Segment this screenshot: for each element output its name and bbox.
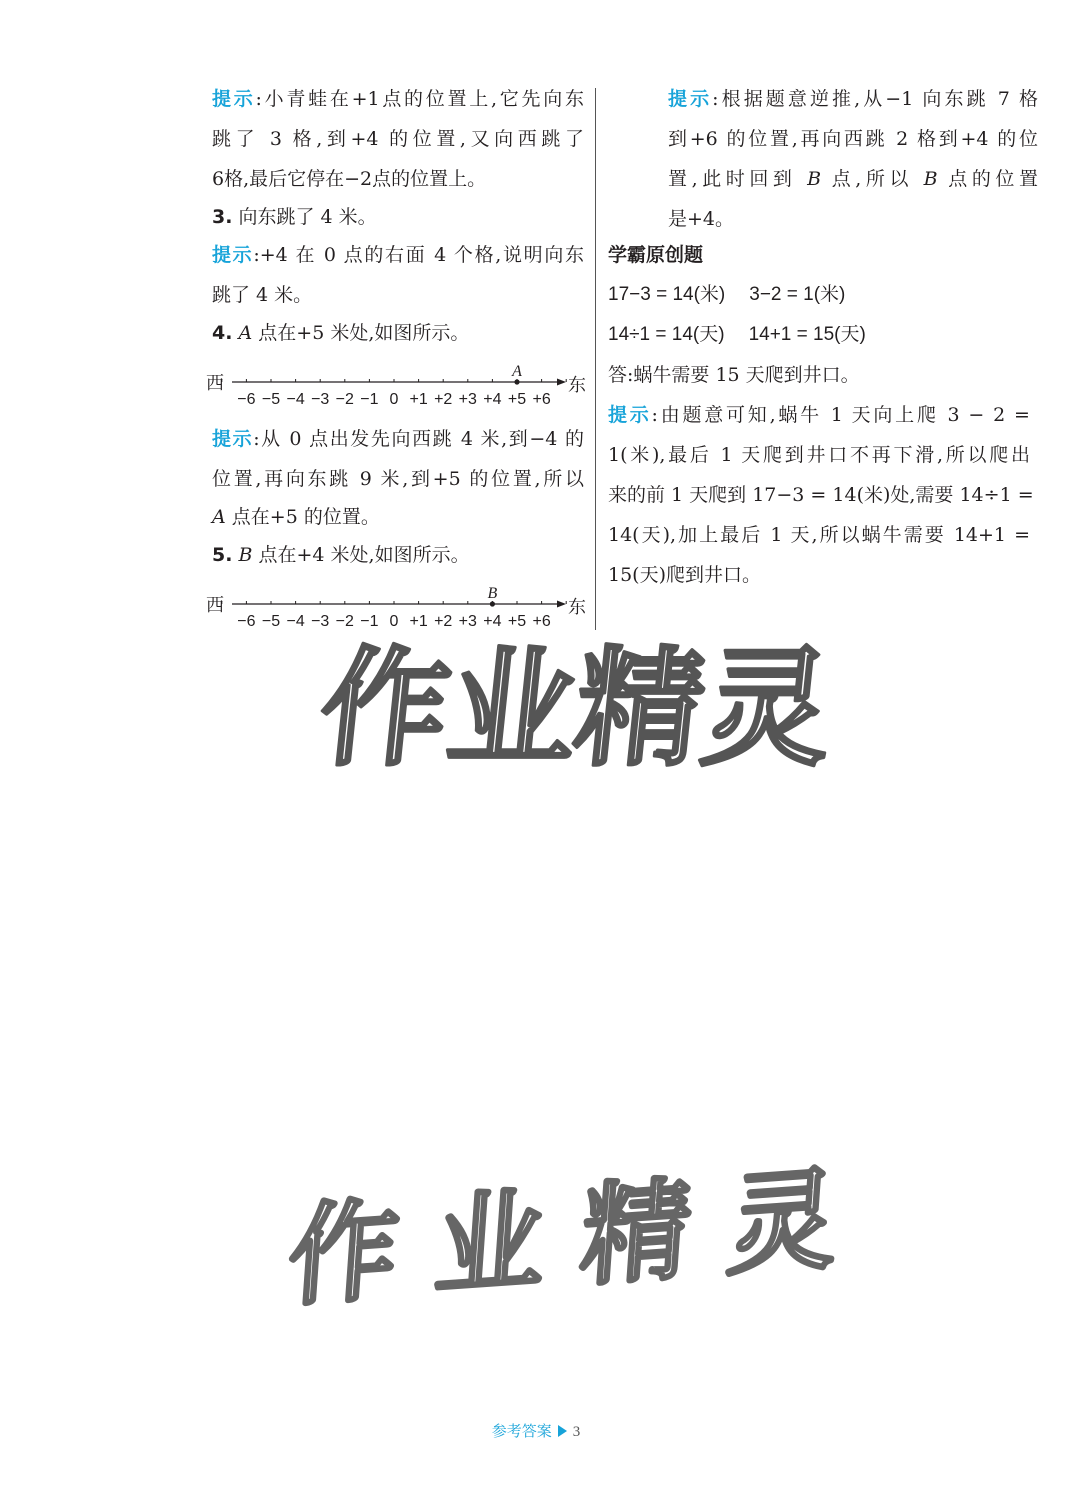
tick-label: +5 — [507, 613, 527, 630]
tick-label: +2 — [434, 391, 453, 408]
tick-label: −3 — [311, 613, 330, 630]
svg-text:作业精灵: 作业精灵 — [284, 1155, 842, 1323]
tip-text: 点,所以 — [821, 168, 924, 190]
q3-text: 向东跳了 4 米。 — [232, 206, 377, 228]
q5-tip-line-2: 到+6 的位置,再向西跳 2 格到+4 的位 — [668, 128, 1038, 150]
q4-answer — [212, 320, 469, 346]
q3-tip-line-2: 跳了 4 米。 — [212, 284, 313, 306]
original-problem-heading: 学霸原创题 — [608, 244, 704, 266]
q3-tip-line-1 — [212, 242, 584, 268]
calc-line-2 — [608, 322, 866, 348]
calc: 14÷1 = 14(天) — [608, 324, 725, 345]
q4-var: A — [238, 322, 253, 344]
tick-label: −3 — [311, 391, 330, 408]
number-line-b — [206, 578, 590, 630]
watermark-logo — [313, 625, 850, 784]
tip-text: :+4 在 0 点的右面 4 个格,说明向东 — [253, 244, 584, 266]
calc: 14+1 = 15(天) — [748, 324, 866, 345]
footer-label: 参考答案 — [491, 1422, 552, 1440]
tick-label: +4 — [483, 391, 502, 408]
tick-label: −4 — [286, 391, 305, 408]
var: A — [212, 506, 226, 528]
watermark-logo-2-svg — [284, 1145, 870, 1323]
tick-label: +6 — [532, 613, 551, 630]
tip-text: 点在+5 的位置。 — [225, 506, 380, 528]
tip-line-5: 15(天)爬到井口。 — [608, 564, 762, 586]
point-label: B — [487, 585, 498, 602]
tip-line-2: 1(米),最后 1 天爬到井口不再下滑,所以爬出 — [608, 444, 1030, 466]
tick-label: −6 — [237, 391, 256, 408]
number-line-svg — [206, 356, 590, 408]
tip-label: 提示 — [608, 404, 652, 426]
tick-label: +1 — [409, 613, 428, 630]
tip-line-1 — [608, 402, 1030, 428]
arrow-head-icon — [557, 379, 566, 386]
tick-label: −5 — [261, 391, 281, 408]
point-marker — [514, 379, 519, 384]
var: B — [807, 168, 822, 190]
q2-tip-line-1 — [212, 86, 584, 112]
point-label: A — [512, 363, 522, 380]
q5-tip-line-4: 是+4。 — [668, 208, 735, 230]
page-footer — [0, 1420, 1072, 1441]
page-number: 3 — [572, 1424, 581, 1440]
q2-tip-line-3: 6格,最后它停在−2点的位置上。 — [212, 168, 487, 190]
tick-label: 0 — [389, 391, 399, 408]
arrow-head-icon — [557, 601, 566, 608]
svg-text:作业精灵: 作业精灵 — [313, 635, 839, 784]
east-label: 东 — [568, 597, 586, 618]
tip-line-4: 14(天),加上最后 1 天,所以蜗牛需要 14+1 = — [608, 524, 1030, 546]
tick-label: +2 — [434, 613, 453, 630]
tick-label: +3 — [458, 391, 477, 408]
q5-tip-line-3 — [668, 166, 1038, 192]
tick-label: −1 — [360, 391, 379, 408]
east-label: 东 — [568, 375, 586, 396]
column-divider — [595, 88, 596, 630]
q3-number: 3. — [212, 206, 233, 228]
west-label: 西 — [206, 595, 224, 616]
tick-label: −4 — [286, 613, 305, 630]
tick-label: +3 — [458, 613, 477, 630]
q5-answer — [212, 542, 470, 568]
point-marker — [490, 601, 495, 606]
number-line-svg — [206, 578, 590, 630]
tick-label: −5 — [261, 613, 281, 630]
q4-tip-line-2: 位置,再向东跳 9 米,到+5 的位置,所以 — [212, 468, 584, 490]
tip-text: :从 0 点出发先向西跳 4 米,到−4 的 — [253, 428, 584, 450]
watermark-logo-svg — [313, 625, 850, 784]
q4-number: 4. — [212, 322, 233, 344]
q4-tip-line-1 — [212, 426, 584, 452]
calc: 3−2 = 1(米) — [749, 284, 846, 305]
tip-text: 置,此时回到 — [668, 168, 808, 190]
q3-answer — [212, 204, 377, 230]
tip-text: :由题意可知,蜗牛 1 天向上爬 3 − 2 = — [651, 404, 1030, 426]
tick-label: −2 — [335, 613, 354, 630]
calc-line-1 — [608, 282, 845, 308]
tick-label: −2 — [335, 391, 354, 408]
tick-label: +6 — [532, 391, 551, 408]
watermark-logo-2 — [284, 1145, 870, 1323]
tick-label: 0 — [389, 613, 399, 630]
tick-label: −6 — [237, 613, 256, 630]
q5-tip-line-1 — [668, 86, 1038, 112]
q5-text: 点在+4 米处,如图所示。 — [252, 544, 470, 566]
play-triangle-icon — [558, 1425, 567, 1437]
answer-line: 答:蜗牛需要 15 天爬到井口。 — [608, 364, 860, 386]
q4-tip-line-3 — [212, 504, 380, 530]
tip-label: 提示 — [668, 88, 713, 110]
var: B — [923, 168, 938, 190]
tip-label: 提示 — [212, 88, 256, 110]
tick-label: +1 — [409, 391, 428, 408]
q4-text: 点在+5 米处,如图所示。 — [252, 322, 470, 344]
tick-label: +4 — [483, 613, 502, 630]
tip-text: 点的位置 — [937, 168, 1038, 190]
tip-text: :小青蛙在+1点的位置上,它先向东 — [255, 88, 584, 110]
tip-label: 提示 — [212, 428, 254, 450]
tick-label: −1 — [360, 613, 379, 630]
calc: 17−3 = 14(米) — [608, 284, 726, 305]
tip-label: 提示 — [212, 244, 254, 266]
q5-number: 5. — [212, 544, 233, 566]
tick-label: +5 — [507, 391, 527, 408]
number-line-a — [206, 356, 590, 408]
west-label: 西 — [206, 373, 224, 394]
q5-var: B — [238, 544, 253, 566]
tip-text: :根据题意逆推,从−1 向东跳 7 格 — [712, 88, 1038, 110]
q2-tip-line-2: 跳了 3 格,到+4 的位置,又向西跳了 — [212, 128, 584, 150]
tip-line-3: 来的前 1 天爬到 17−3 = 14(米)处,需要 14÷1 = — [608, 484, 1034, 506]
